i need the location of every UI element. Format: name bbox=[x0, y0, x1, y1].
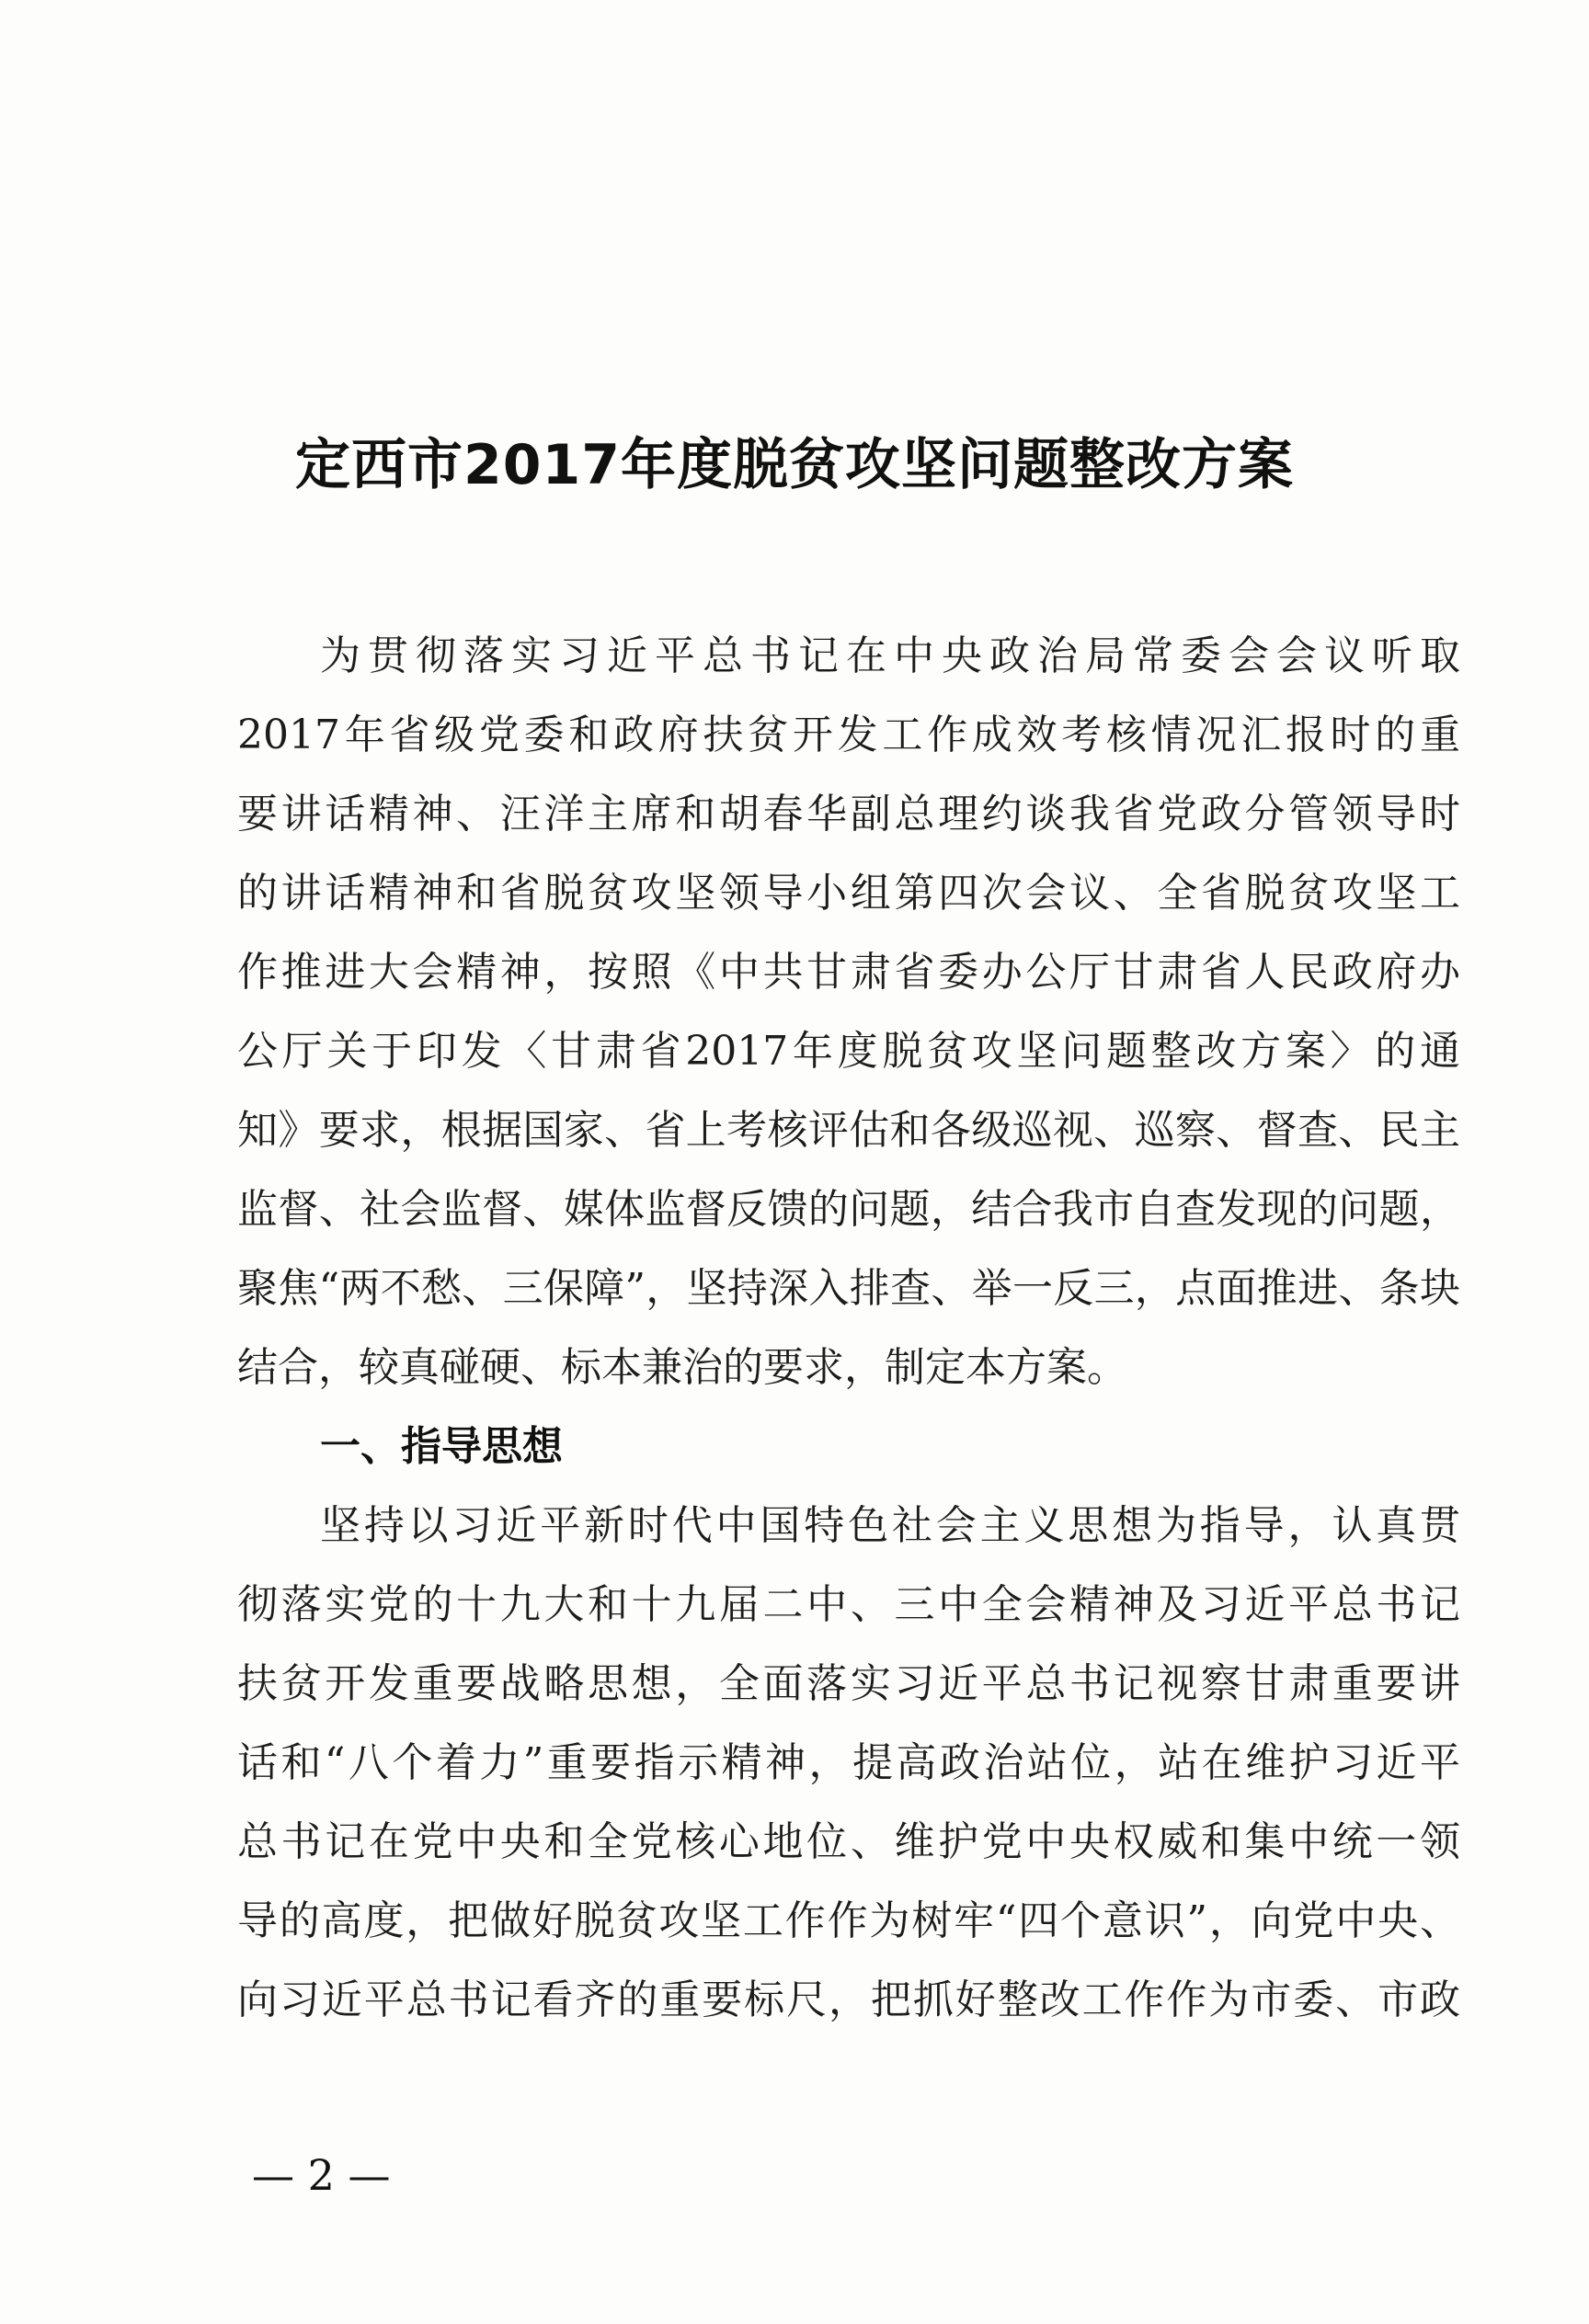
section-line: 向习近平总书记看齐的重要标尺，把抓好整改工作作为市委、市政 bbox=[237, 1977, 1460, 2023]
intro-line: 监督、社会监督、媒体监督反馈的问题，结合我市自查发现的问题， bbox=[237, 1186, 1460, 1233]
intro-line: 知》要求，根据国家、省上考核评估和各级巡视、巡察、督查、民主 bbox=[237, 1107, 1460, 1154]
section-line: 导的高度，把做好脱贫攻坚工作作为树牢“四个意识”，向党中央、 bbox=[237, 1897, 1460, 1944]
section-line: 总书记在党中央和全党核心地位、维护党中央权威和集中统一领 bbox=[237, 1818, 1460, 1865]
intro-line: 公厅关于印发〈甘肃省2017年度脱贫攻坚问题整改方案〉的通 bbox=[237, 1028, 1460, 1075]
section-line: 扶贫开发重要战略思想，全面落实习近平总书记视察甘肃重要讲 bbox=[237, 1660, 1460, 1707]
page-number: — 2 — bbox=[252, 2150, 391, 2200]
section-line: 彻落实党的十九大和十九届二中、三中全会精神及习近平总书记 bbox=[237, 1581, 1460, 1628]
intro-line: 作推进大会精神，按照《中共甘肃省委办公厅甘肃省人民政府办 bbox=[237, 949, 1460, 996]
section-line: 话和“八个着力”重要指示精神，提高政治站位，站在维护习近平 bbox=[237, 1739, 1460, 1786]
intro-line: 的讲话精神和省脱贫攻坚领导小组第四次会议、全省脱贫攻坚工 bbox=[237, 870, 1460, 917]
intro-line: 聚焦“两不愁、三保障”，坚持深入排查、举一反三，点面推进、条块 bbox=[237, 1265, 1460, 1312]
intro-line: 要讲话精神、汪洋主席和胡春华副总理约谈我省党政分管领导时 bbox=[237, 791, 1460, 837]
intro-line: 结合，较真碰硬、标本兼治的要求，制定本方案。 bbox=[237, 1344, 1127, 1391]
intro-line: 为贯彻落实习近平总书记在中央政治局常委会会议听取 bbox=[320, 632, 1460, 679]
section-line: 坚持以习近平新时代中国特色社会主义思想为指导，认真贯 bbox=[320, 1502, 1460, 1549]
intro-line: 2017年省级党委和政府扶贫开发工作成效考核情况汇报时的重 bbox=[237, 712, 1460, 758]
document-title: 定西市2017年度脱贫攻坚问题整改方案 bbox=[295, 433, 1294, 497]
section-heading: 一、指导思想 bbox=[320, 1423, 563, 1470]
